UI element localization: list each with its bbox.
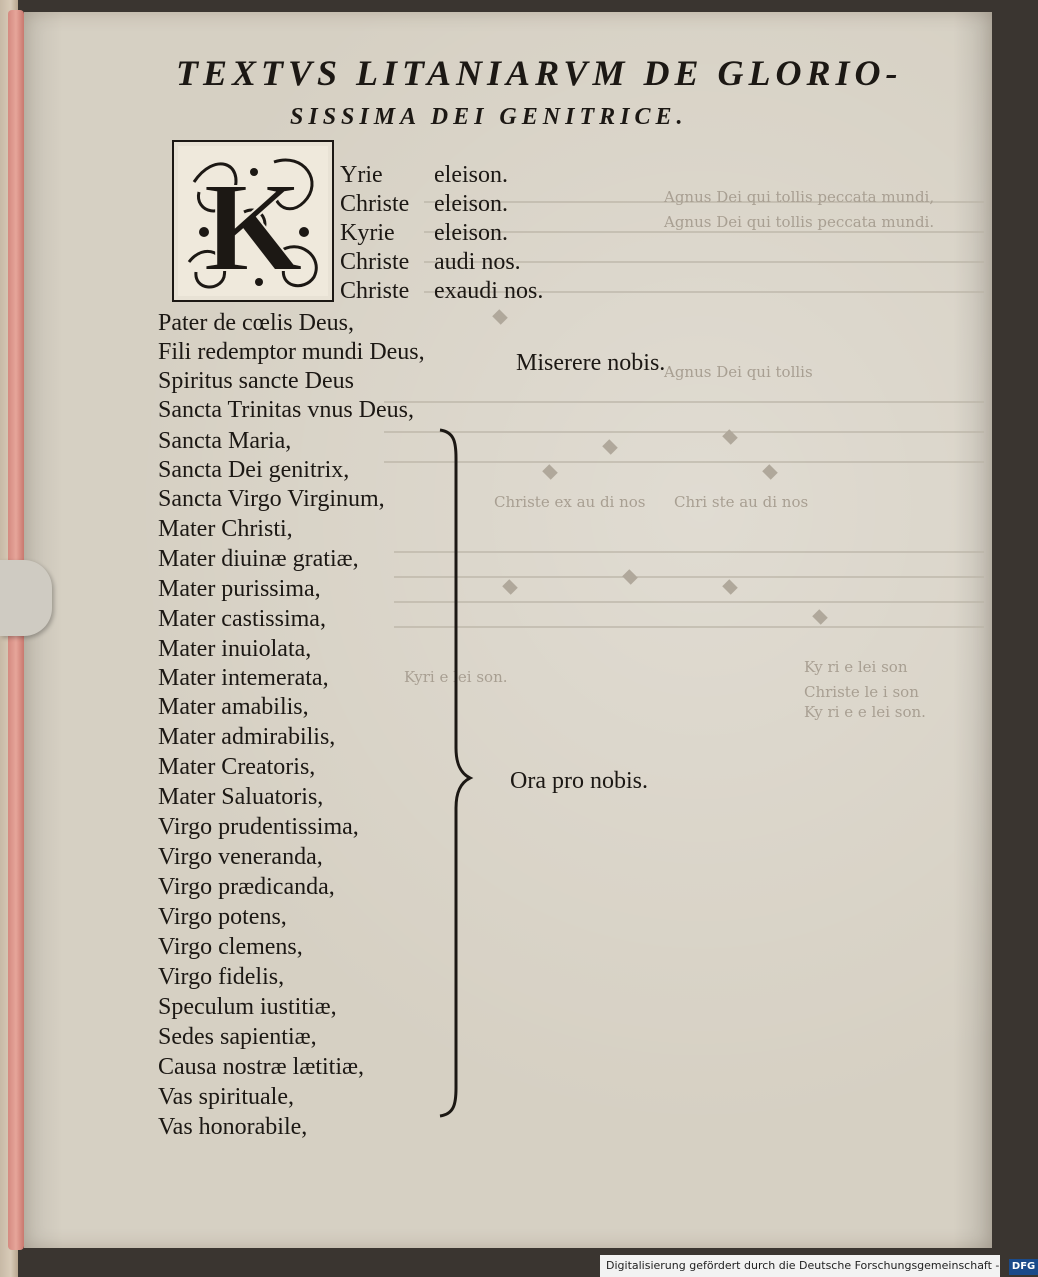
- kyrie-right-5: exaudi nos.: [434, 278, 544, 304]
- response-miserere: Miserere nobis.: [516, 350, 666, 376]
- invocation-ora-11: Mater admirabilis,: [158, 724, 336, 750]
- dfg-logo: DFG: [1009, 1259, 1038, 1275]
- kyrie-left-1: Yrie: [340, 162, 383, 188]
- initial-ornament-illustration: [174, 142, 332, 300]
- invocation-ora-13: Mater Saluatoris,: [158, 784, 324, 810]
- kyrie-left-5: Christe: [340, 278, 410, 304]
- svg-text:Kyri e lei son.: Kyri e lei son.: [404, 668, 508, 686]
- invocation-ora-14: Virgo prudentissima,: [158, 814, 359, 840]
- invocation-ora-16: Virgo prædicanda,: [158, 874, 335, 900]
- invocation-ora-12: Mater Creatoris,: [158, 754, 316, 780]
- invocation-ora-10: Mater amabilis,: [158, 694, 309, 720]
- kyrie-right-1: eleison.: [434, 162, 508, 188]
- decorated-initial: [172, 140, 334, 302]
- svg-text:Christe ex au di nos: Christe ex au di nos: [494, 493, 646, 511]
- kyrie-right-2: eleison.: [434, 191, 508, 217]
- invocation-ora-4: Mater Christi,: [158, 516, 293, 542]
- invocation-ora-2: Sancta Dei genitrix,: [158, 457, 350, 483]
- page-title-line-2: SISSIMA DEI GENITRICE.: [290, 104, 688, 130]
- page-title-line-1: TEXTVS LITANIARVM DE GLORIO-: [176, 53, 903, 93]
- invocation-miserere-2: Fili redemptor mundi Deus,: [158, 339, 425, 365]
- initial-letter: K: [203, 156, 303, 298]
- invocation-ora-20: Speculum iustitiæ,: [158, 994, 337, 1020]
- kyrie-right-3: eleison.: [434, 220, 508, 246]
- invocation-ora-1: Sancta Maria,: [158, 428, 292, 454]
- footer-text: Digitalisierung gefördert durch die Deutsche Forschungsgemeinschaft -: [606, 1259, 1000, 1272]
- response-ora: Ora pro nobis.: [510, 768, 648, 794]
- invocation-ora-19: Virgo fidelis,: [158, 964, 285, 990]
- svg-text:Agnus Dei qui tollis: Agnus Dei qui tollis: [664, 363, 813, 381]
- invocation-ora-8: Mater inuiolata,: [158, 636, 312, 662]
- svg-text:Ky ri e lei son: Ky ri e lei son: [804, 658, 908, 676]
- svg-text:Christe le i son: Christe le i son: [804, 683, 919, 701]
- page-tab: [0, 560, 52, 636]
- invocation-ora-7: Mater castissima,: [158, 606, 326, 632]
- invocation-ora-22: Causa nostræ lætitiæ,: [158, 1054, 365, 1080]
- invocation-ora-21: Sedes sapientiæ,: [158, 1024, 317, 1050]
- invocation-miserere-4: Sancta Trinitas vnus Deus,: [158, 397, 415, 423]
- kyrie-left-4: Christe: [340, 249, 410, 275]
- invocation-ora-5: Mater diuinæ gratiæ,: [158, 546, 359, 572]
- invocation-ora-9: Mater intemerata,: [158, 665, 329, 691]
- invocation-ora-24: Vas honorabile,: [158, 1114, 308, 1140]
- brace-bracket: [436, 428, 476, 1118]
- digitization-footer: [600, 1255, 1036, 1277]
- svg-text:Ky ri e e lei son.: Ky ri e e lei son.: [804, 703, 926, 721]
- svg-text:Chri ste au di nos: Chri ste au di nos: [674, 493, 809, 511]
- svg-text:Agnus Dei qui tollis peccata m: Agnus Dei qui tollis peccata mundi.: [664, 213, 935, 231]
- svg-text:Agnus Dei qui tollis peccata m: Agnus Dei qui tollis peccata mundi,: [664, 188, 935, 206]
- invocation-ora-3: Sancta Virgo Virginum,: [158, 486, 385, 512]
- invocation-ora-6: Mater purissima,: [158, 576, 321, 602]
- invocation-ora-15: Virgo veneranda,: [158, 844, 323, 870]
- invocation-ora-23: Vas spirituale,: [158, 1084, 294, 1110]
- invocation-ora-18: Virgo clemens,: [158, 934, 303, 960]
- invocation-ora-17: Virgo potens,: [158, 904, 287, 930]
- invocation-miserere-3: Spiritus sancte Deus: [158, 368, 354, 394]
- invocation-miserere-1: Pater de cœlis Deus,: [158, 310, 354, 336]
- kyrie-left-3: Kyrie: [340, 220, 395, 246]
- kyrie-right-4: audi nos.: [434, 249, 521, 275]
- kyrie-left-2: Christe: [340, 191, 410, 217]
